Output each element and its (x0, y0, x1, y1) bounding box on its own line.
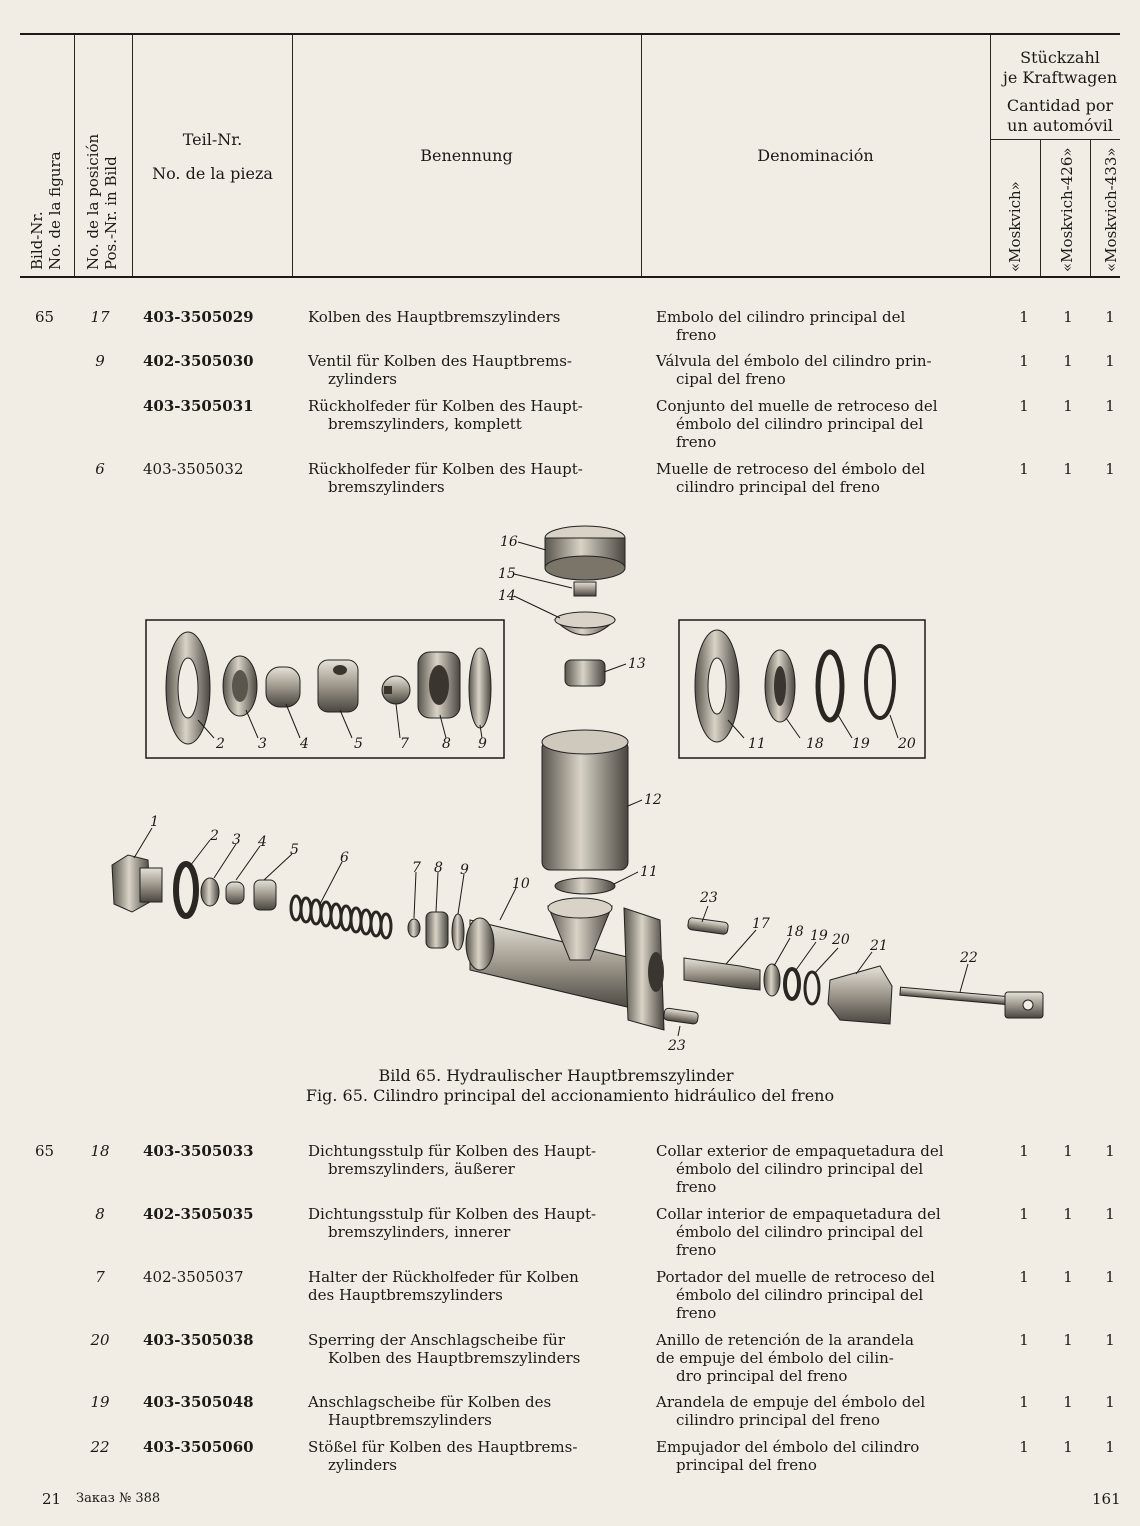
qty: 1 (1063, 352, 1073, 370)
part-8-collar (426, 912, 448, 948)
inset-right (679, 620, 925, 758)
part-21-boot (828, 966, 892, 1024)
figure-caption-de: Bild 65. Hydraulischer Hauptbremszylinder (378, 1066, 734, 1085)
part-6-spring (291, 896, 391, 938)
qty: 1 (1063, 1142, 1073, 1160)
svg-text:4: 4 (258, 834, 267, 850)
pos-number: 22 (90, 1438, 110, 1456)
svg-text:18: 18 (786, 924, 804, 940)
name-de: Ventil für Kolben des Hauptbrems- zylinders (308, 352, 572, 388)
qty: 1 (1019, 460, 1029, 478)
name-es: Empujador del émbolo del cilindro principal del freno (656, 1438, 920, 1474)
inset-left (146, 620, 504, 758)
pos-number: 17 (90, 308, 110, 326)
part-number: 403-3505033 (143, 1142, 254, 1160)
svg-text:11: 11 (640, 864, 658, 880)
part-13-plug (565, 660, 605, 686)
svg-text:3: 3 (258, 736, 267, 752)
qty: 1 (1063, 1393, 1073, 1411)
svg-text:5: 5 (290, 842, 299, 858)
pos-number: 7 (95, 1268, 105, 1286)
header-pos-nr: No. de la posición Pos.-Nr. in Bild (84, 133, 120, 270)
svg-text:2: 2 (216, 736, 225, 752)
pos-number: 18 (90, 1142, 110, 1160)
part-18-collar (764, 964, 780, 996)
qty: 1 (1105, 1393, 1115, 1411)
name-es: Válvula del émbolo del cilindro prin- cipal del freno (656, 352, 932, 388)
col-divider (132, 35, 133, 276)
header-stueckzahl: Stückzahl je Kraftwagen Cantidad por un automóvil (1002, 48, 1118, 135)
col-divider (1040, 140, 1041, 276)
part-12-reservoir (542, 740, 628, 870)
part-number: 403-3505038 (143, 1331, 254, 1349)
svg-text:2: 2 (210, 828, 219, 844)
name-de: Rückholfeder für Kolben des Haupt- bremszylinders, komplett (308, 397, 583, 433)
part-number: 403-3505032 (143, 460, 244, 478)
col-divider (74, 35, 75, 276)
qty: 1 (1063, 1268, 1073, 1286)
qty: 1 (1105, 1142, 1115, 1160)
svg-text:8: 8 (434, 860, 443, 876)
name-de: Halter der Rückholfeder für Kolben des Hauptbremszylinders (308, 1268, 579, 1304)
part-23-stud-top (687, 917, 728, 934)
part-20-ring (866, 646, 894, 718)
qty: 1 (1063, 1331, 1073, 1349)
svg-text:11: 11 (748, 736, 766, 752)
reservoir-stack (498, 526, 662, 894)
col-divider (641, 35, 642, 276)
page-number: 161 (1092, 1490, 1121, 1508)
svg-text:14: 14 (498, 588, 516, 604)
qty: 1 (1019, 1331, 1029, 1349)
part-2-washer (176, 864, 196, 916)
exploded-view-illustration (0, 510, 1140, 1070)
header-denominacion: Denominación (757, 146, 874, 165)
pos-number: 6 (95, 460, 105, 478)
part-15-filter (574, 582, 596, 596)
part-10-cylinder (466, 898, 664, 1030)
qty: 1 (1063, 1438, 1073, 1456)
qty: 1 (1105, 460, 1115, 478)
svg-text:18: 18 (806, 736, 824, 752)
svg-text:17: 17 (752, 916, 770, 932)
header-bild-nr: Bild-Nr. No. de la figura (28, 151, 64, 270)
name-de: Dichtungsstulp für Kolben des Haupt- bremszylinders, innerer (308, 1205, 597, 1241)
name-es: Arandela de empuje del émbolo del cilindro principal del freno (656, 1393, 926, 1429)
svg-text:22: 22 (960, 950, 978, 966)
svg-text:7: 7 (412, 860, 421, 876)
name-de: Kolben des Hauptbremszylinders (308, 308, 561, 326)
part-5-piston (254, 880, 276, 910)
qty: 1 (1105, 1438, 1115, 1456)
part-9-valve (469, 648, 491, 728)
part-19-washer (818, 652, 842, 720)
part-9-valve (452, 914, 464, 950)
part-number: 402-3505030 (143, 352, 254, 370)
qty: 1 (1105, 1268, 1115, 1286)
part-number: 402-3505035 (143, 1205, 254, 1223)
name-de: Stößel für Kolben des Hauptbrems- zylinders (308, 1438, 578, 1474)
qty: 1 (1019, 308, 1029, 326)
header-bottom-rule (20, 276, 1120, 278)
name-es: Anillo de retención de la arandela de empuje del émbolo del cilin- dro principal del freno (656, 1331, 914, 1385)
svg-text:8: 8 (442, 736, 451, 752)
header-teil-nr: Teil-Nr. No. de la pieza (152, 130, 273, 183)
col-divider (1090, 140, 1091, 276)
pos-number: 19 (90, 1393, 110, 1411)
part-number: 403-3505060 (143, 1438, 254, 1456)
qty: 1 (1019, 397, 1029, 415)
svg-text:7: 7 (400, 736, 409, 752)
qty: 1 (1019, 1393, 1029, 1411)
header-model-1: «Moskvich» (1006, 181, 1024, 272)
part-4-bushing (226, 882, 244, 904)
qty: 1 (1019, 352, 1029, 370)
part-number: 402-3505037 (143, 1268, 244, 1286)
svg-text:12: 12 (644, 792, 662, 808)
part-23-stud-bottom (663, 1008, 698, 1025)
col-divider (990, 35, 991, 276)
footer-signature-number: 21 (42, 1490, 62, 1508)
part-22-pushrod (900, 987, 1010, 1005)
qty: 1 (1105, 352, 1115, 370)
svg-text:1: 1 (150, 814, 159, 830)
qty: 1 (1105, 1205, 1115, 1223)
svg-text:19: 19 (810, 928, 828, 944)
svg-text:15: 15 (498, 566, 516, 582)
part-20-ring (805, 972, 819, 1004)
svg-text:19: 19 (852, 736, 870, 752)
svg-text:9: 9 (478, 736, 487, 752)
name-es: Collar exterior de empaquetadura del émbolo del cilindro principal del freno (656, 1142, 944, 1196)
part-number: 403-3505031 (143, 397, 254, 415)
header-model-3: «Moskvich-433» (1102, 147, 1120, 272)
qty-header-rule (990, 139, 1120, 140)
col-divider (292, 35, 293, 276)
svg-text:5: 5 (354, 736, 363, 752)
qty: 1 (1019, 1438, 1029, 1456)
part-17-piston (684, 958, 760, 990)
qty: 1 (1105, 397, 1115, 415)
part-number: 403-3505048 (143, 1393, 254, 1411)
qty: 1 (1105, 308, 1115, 326)
pos-number: 9 (95, 352, 105, 370)
svg-text:16: 16 (500, 534, 518, 550)
header-model-2: «Moskvich-426» (1058, 147, 1076, 272)
svg-text:23: 23 (668, 1038, 686, 1054)
qty: 1 (1105, 1331, 1115, 1349)
svg-text:20: 20 (898, 736, 916, 752)
name-de: Sperring der Anschlagscheibe für Kolben des Hauptbremszylinders (308, 1331, 581, 1367)
svg-text:23: 23 (700, 890, 718, 906)
pos-number: 20 (90, 1331, 110, 1349)
name-es: Collar interior de empaquetadura del émbolo del cilindro principal del freno (656, 1205, 941, 1259)
qty: 1 (1019, 1268, 1029, 1286)
qty: 1 (1063, 397, 1073, 415)
svg-text:3: 3 (232, 832, 241, 848)
name-de: Anschlagscheibe für Kolben des Hauptbremszylinders (308, 1393, 552, 1429)
name-es: Embolo del cilindro principal del freno (656, 308, 906, 344)
name-es: Portador del muelle de retroceso del émbolo del cilindro principal del freno (656, 1268, 935, 1322)
header-top-rule (20, 33, 1120, 35)
part-4-bushing (266, 667, 300, 707)
fig-number: 65 (35, 308, 55, 326)
svg-text:20: 20 (832, 932, 850, 948)
name-es: Conjunto del muelle de retroceso del émbolo del cilindro principal del freno (656, 397, 938, 451)
qty: 1 (1063, 460, 1073, 478)
figure-caption-es: Fig. 65. Cilindro principal del accionamiento hidráulico del freno (305, 1086, 835, 1105)
name-de: Dichtungsstulp für Kolben des Haupt- bremszylinders, äußerer (308, 1142, 597, 1178)
svg-text:6: 6 (340, 850, 349, 866)
header-benennung: Benennung (420, 146, 513, 165)
part-number: 403-3505029 (143, 308, 254, 326)
name-de: Rückholfeder für Kolben des Haupt- bremszylinders (308, 460, 583, 496)
svg-text:9: 9 (460, 862, 469, 878)
pos-number: 8 (95, 1205, 105, 1223)
svg-text:21: 21 (870, 938, 888, 954)
qty: 1 (1019, 1142, 1029, 1160)
part-7-holder (408, 919, 420, 937)
qty: 1 (1019, 1205, 1029, 1223)
fig-number: 65 (35, 1142, 55, 1160)
qty: 1 (1063, 1205, 1073, 1223)
part-19-washer (785, 969, 799, 999)
svg-text:4: 4 (300, 736, 309, 752)
qty: 1 (1063, 308, 1073, 326)
part-11-gasket (555, 878, 615, 894)
name-es: Muelle de retroceso del émbolo del cilindro principal del freno (656, 460, 926, 496)
svg-text:10: 10 (512, 876, 530, 892)
footer-order: Заказ № 388 (76, 1491, 161, 1506)
part-3-cup (201, 878, 219, 906)
svg-text:13: 13 (628, 656, 646, 672)
